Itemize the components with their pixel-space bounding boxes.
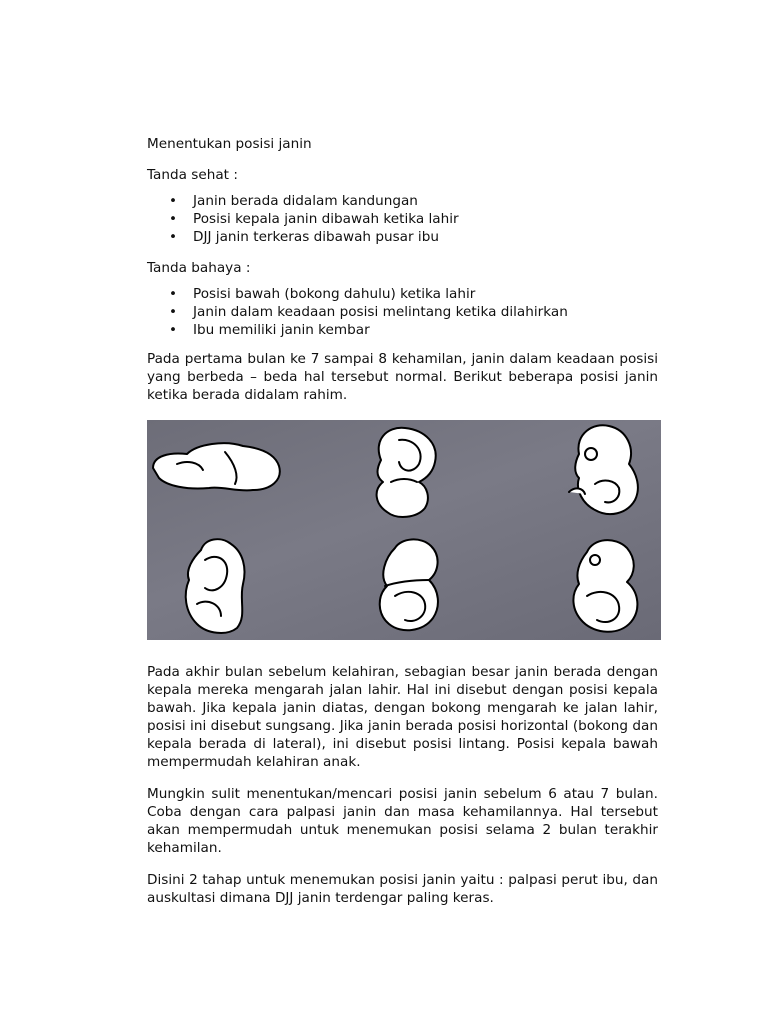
paragraph: Mungkin sulit menentukan/mencari posisi janin sebelum 6 atau 7 bulan. Coba dengan cara palpasi janin dan masa kehamilannya. Hal tersebut akan mempermudah untuk menemukan posisi selama 2 bulan terakhir kehamilan. xyxy=(147,786,658,856)
list-item: • Ibu memiliki janin kembar xyxy=(147,321,658,339)
fetus-oblique-drawing xyxy=(573,540,637,632)
list-item: • Janin dalam keadaan posisi melintang ketika dilahirkan xyxy=(147,303,658,321)
fetus-head-down-drawing xyxy=(569,425,638,514)
paragraph: Pada pertama bulan ke 7 sampai 8 kehamilan, janin dalam keadaan posisi yang berbeda – beda hal tersebut normal. Berikut beberapa posisi janin ketika berada didalam rahim. xyxy=(147,351,658,403)
fetus-flexed-drawing xyxy=(186,539,245,633)
list-item: • Posisi bawah (bokong dahulu) ketika lahir xyxy=(147,285,658,303)
document-title: Menentukan posisi janin xyxy=(147,136,312,152)
danger-signs-list xyxy=(147,285,658,339)
fetus-breech-drawing xyxy=(377,428,436,517)
healthy-signs-heading: Tanda sehat : xyxy=(147,167,238,183)
fetus-cephalic-drawing xyxy=(380,539,438,630)
list-item: • DJJ janin terkeras dibawah pusar ibu xyxy=(147,228,658,246)
paragraph: Pada akhir bulan sebelum kelahiran, sebagian besar janin berada dengan kepala mereka mengarah jalan lahir. Hal ini disebut dengan posisi kepala bawah. Jika kepala janin diatas, dengan bokong mengarah ke jalan lahir, posisi ini disebut sungsang. Jika janin berada posisi horizontal (bokong dan kepala berada di lateral), ini disebut posisi lintang. Posisi kepala bawah mempermudah kelahiran anak. xyxy=(147,664,658,770)
fetus-transverse-drawing xyxy=(153,443,280,490)
list-item: • Janin berada didalam kandungan xyxy=(147,192,658,210)
fetal-positions-figure xyxy=(147,420,661,640)
list-item: • Posisi kepala janin dibawah ketika lahir xyxy=(147,210,658,228)
danger-signs-heading: Tanda bahaya : xyxy=(147,260,251,276)
document-content xyxy=(147,133,658,907)
healthy-signs-list xyxy=(147,192,658,246)
fetal-positions-illustration xyxy=(147,420,661,640)
paragraph: Disini 2 tahap untuk menemukan posisi janin yaitu : palpasi perut ibu, dan auskultasi dimana DJJ janin terdengar paling keras. xyxy=(147,872,658,906)
